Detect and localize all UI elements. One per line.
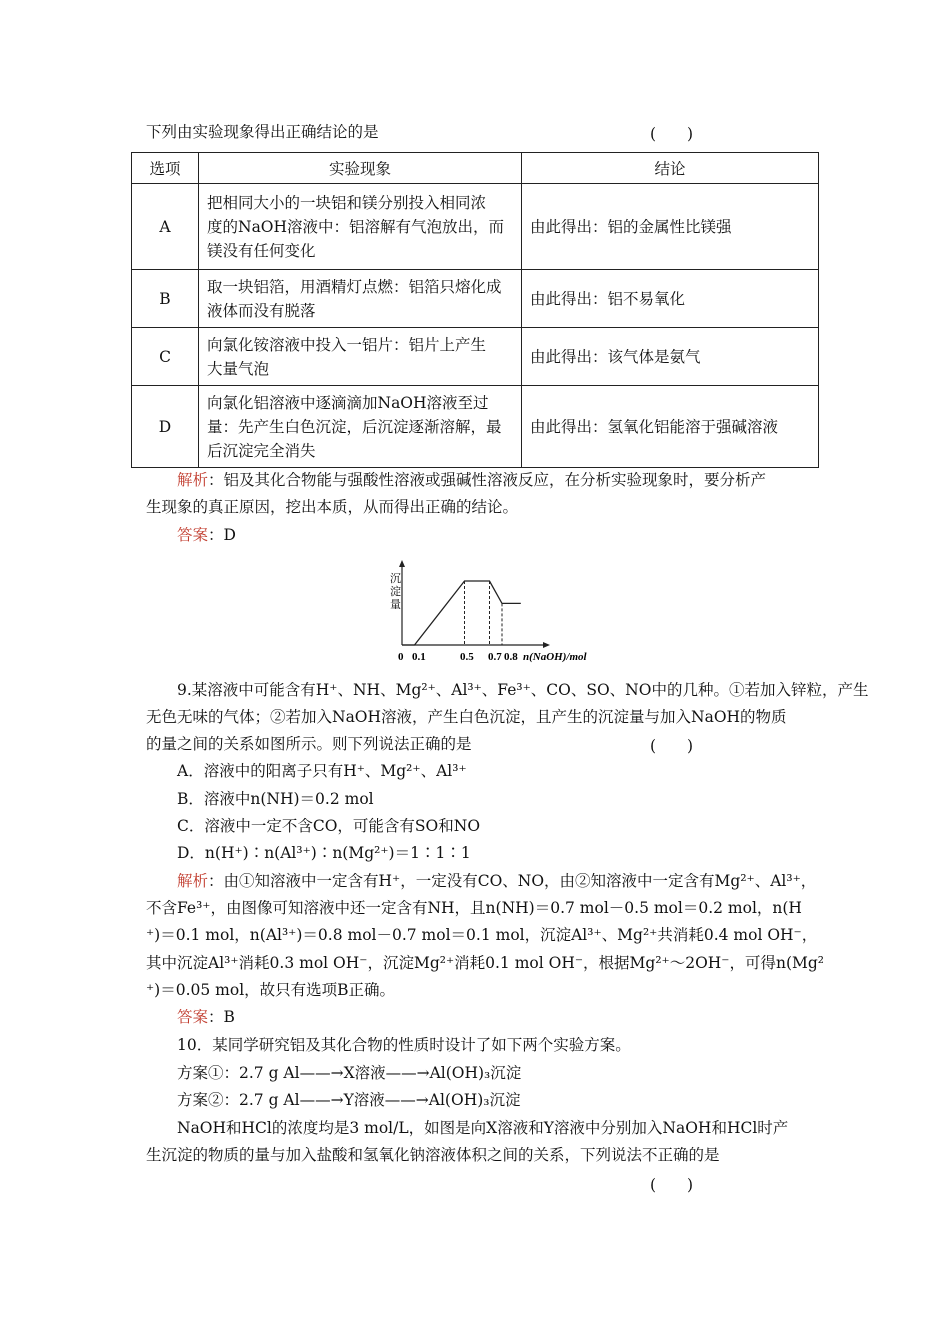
- row-option: A: [132, 184, 199, 270]
- q9-answer-line: [177, 1007, 235, 1027]
- y-axis-arrow: [399, 560, 405, 567]
- row-conclusion: 由此得出：铝不易氧化: [522, 270, 819, 328]
- answer-value: ：B: [208, 1008, 235, 1026]
- analysis-label: 解析: [177, 471, 209, 489]
- table-row: [132, 386, 819, 468]
- q8-answer-paren: ( ): [650, 125, 694, 143]
- row-conclusion: 由此得出：铝的金属性比镁强: [522, 184, 819, 270]
- q9-line: 9.某溶液中可能含有H⁺、NH、Mg²⁺、Al³⁺、Fe³⁺、CO、SO、NO中的几种。①若加入锌粒，产生: [177, 681, 869, 699]
- phenomenon-line: 向氯化铵溶液中投入一铝片：铝片上产生: [207, 335, 487, 354]
- y-axis-label-char: 量: [390, 599, 401, 611]
- q9-analysis-line: ⁺)＝0.05 mol，故只有选项B正确。: [146, 981, 396, 999]
- tick-label: 0.7: [488, 651, 502, 663]
- row-conclusion: 由此得出：氢氧化铝能溶于强碱溶液: [522, 386, 819, 468]
- row-phenomenon: [199, 328, 522, 386]
- row-phenomenon: [199, 386, 522, 468]
- q9-analysis-line: 不含Fe³⁺，由图像可知溶液中还一定含有NH，且n(NH)＝0.7 mol－0.5 mol＝0.2 mol，n(H: [146, 899, 802, 917]
- q8-table: [131, 152, 819, 468]
- q9-line: 无色无味的气体；②若加入NaOH溶液，产生白色沉淀，且产生的沉淀量与加入NaOH的物质: [146, 708, 787, 726]
- precipitate-graph: [380, 560, 587, 665]
- q9-option-d: D．n(H⁺)∶n(Al³⁺)∶n(Mg²⁺)＝1∶1∶1: [177, 844, 471, 862]
- phenomenon-line: 取一块铝箔，用酒精灯点燃：铝箔只熔化成: [207, 277, 502, 296]
- phenomenon-line: 量：先产生白色沉淀，后沉淀逐渐溶解，最: [207, 417, 502, 436]
- phenomenon-line: 向氯化铝溶液中逐滴滴加NaOH溶液至过: [207, 393, 489, 412]
- answer-label: 答案: [177, 526, 209, 544]
- q10-answer-paren: ( ): [650, 1176, 694, 1194]
- precipitate-curve: [402, 581, 521, 645]
- q9-option-b: B．溶液中n(NH)＝0.2 mol: [177, 790, 374, 808]
- row-phenomenon: [199, 184, 522, 270]
- phenomenon-line: 把相同大小的一块铝和镁分别投入相同浓: [207, 193, 487, 212]
- q9-line: 的量之间的关系如图所示。则下列说法正确的是: [146, 735, 472, 753]
- table-row: [132, 328, 819, 386]
- q9-option-a: A．溶液中的阳离子只有H⁺、Mg²⁺、Al³⁺: [177, 762, 467, 780]
- q9-analysis-line: ⁺)＝0.1 mol，n(Al³⁺)＝0.8 mol－0.7 mol＝0.1 mol，沉淀Al³⁺、Mg²⁺共消耗0.4 mol OH⁻，: [146, 926, 818, 944]
- table-row: [132, 270, 819, 328]
- q9-option-c: C．溶液中一定不含CO，可能含有SO和NO: [177, 817, 481, 835]
- q9-analysis-line: [177, 871, 816, 891]
- analysis-text: ：铝及其化合物能与强酸性溶液或强碱性溶液反应，在分析实验现象时，要分析产: [208, 471, 767, 489]
- table-header-row: [132, 153, 819, 184]
- tick-label: 0.8: [504, 651, 518, 663]
- phenomenon-line: 液体而没有脱落: [207, 301, 316, 320]
- phenomenon-line: 镁没有任何变化: [207, 241, 316, 260]
- analysis-text: ：由①知溶液中一定含有H⁺，一定没有CO、NO，由②知溶液中一定含有Mg²⁺、Al³⁺，: [208, 872, 817, 890]
- q9-analysis-line: 其中沉淀Al³⁺消耗0.3 mol OH⁻，沉淀Mg²⁺消耗0.1 mol OH⁻，根据Mg²⁺～2OH⁻，可得n(Mg²: [146, 954, 825, 972]
- y-axis-label-char: 淀: [390, 586, 401, 598]
- header-phenomenon: 实验现象: [199, 153, 522, 184]
- q9-answer-paren: ( ): [650, 737, 694, 755]
- header-conclusion: 结论: [522, 153, 819, 184]
- phenomenon-line: 后沉淀完全消失: [207, 441, 316, 460]
- q8-analysis-line: [177, 470, 766, 490]
- row-conclusion: 由此得出：该气体是氨气: [522, 328, 819, 386]
- phenomenon-line: 度的NaOH溶液中：铝溶解有气泡放出，而: [207, 217, 505, 236]
- table-row: [132, 184, 819, 270]
- answer-label: 答案: [177, 1008, 209, 1026]
- tick-label: 0.5: [460, 651, 474, 663]
- y-axis-label-char: 沉: [390, 573, 401, 585]
- x-axis-label: n(NaOH)/mol: [523, 651, 587, 663]
- row-option: D: [132, 386, 199, 468]
- tick-label: 0.1: [412, 651, 426, 663]
- q8-analysis-line: 生现象的真正原因，挖出本质，从而得出正确的结论。: [146, 498, 519, 516]
- q8-stem: 下列由实验现象得出正确结论的是: [146, 123, 379, 141]
- row-option: C: [132, 328, 199, 386]
- answer-value: ：D: [208, 526, 236, 544]
- q8-answer-line: [177, 525, 236, 545]
- q10-line: NaOH和HCl的浓度均是3 mol/L，如图是向X溶液和Y溶液中分别加入NaOH和HCl时产: [177, 1119, 789, 1137]
- tick-label: 0: [398, 651, 404, 663]
- x-axis-arrow: [543, 642, 550, 648]
- header-option: 选项: [132, 153, 199, 184]
- q10-line: 生沉淀的物质的量与加入盐酸和氢氧化钠溶液体积之间的关系，下列说法不正确的是: [146, 1146, 720, 1164]
- row-option: B: [132, 270, 199, 328]
- q10-plan-2: 方案②：2.7 g Al——→Y溶液——→Al(OH)₃沉淀: [177, 1091, 521, 1109]
- q10-plan-1: 方案①：2.7 g Al——→X溶液——→Al(OH)₃沉淀: [177, 1064, 522, 1082]
- analysis-label: 解析: [177, 872, 209, 890]
- phenomenon-line: 大量气泡: [207, 359, 270, 378]
- row-phenomenon: [199, 270, 522, 328]
- q10-line: 10．某同学研究铝及其化合物的性质时设计了如下两个实验方案。: [177, 1036, 631, 1054]
